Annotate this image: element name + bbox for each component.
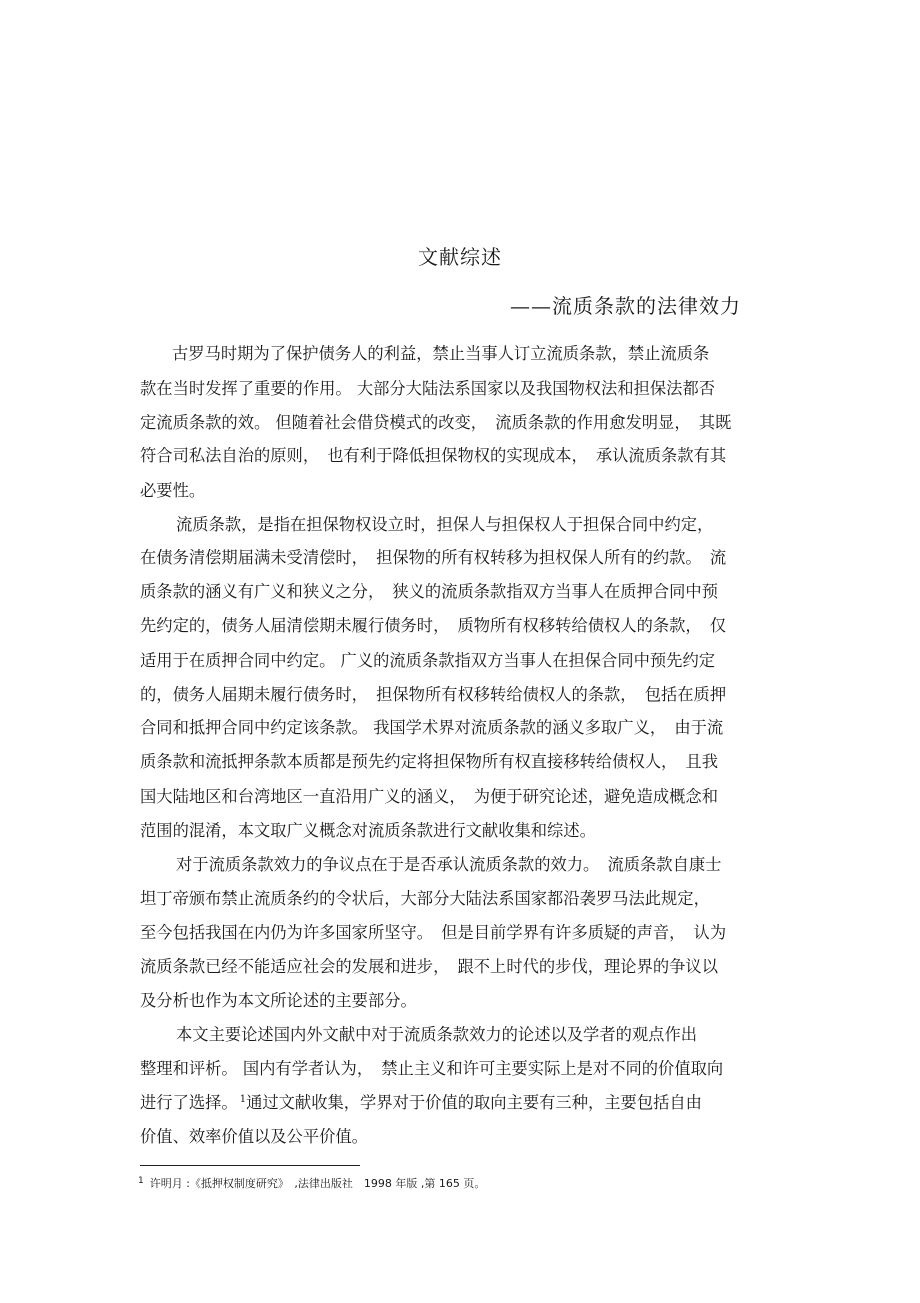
paragraph-line: 本文主要论述国内外文献中对于流质条款效力的论述以及学者的观点作出 xyxy=(176,1025,698,1044)
paragraph-line: 流质条款已经不能适应社会的发展和进步， 跟不上时代的步伐，理论界的争议以 xyxy=(140,957,718,976)
paragraph-line: 定流质条款的效。 但随着社会借贷模式的改变， 流质条款的作用愈发明显， 其既 xyxy=(140,413,732,432)
paragraph-line: 坦丁帝颁布禁止流质条约的令状后，大部分大陆法系国家都沿袭罗马法此规定， xyxy=(140,889,710,908)
footnote-text: 许明月 :《抵押权制度研究》 ,法律出版社 1998 年版 ,第 165 页。 xyxy=(149,1177,486,1190)
paragraph-line: 范围的混淆，本文取广义概念对流质条款进行文献收集和综述。 xyxy=(140,821,596,840)
paragraph-line: 至今包括我国在内仍为许多国家所坚守。 但是目前学界有许多质疑的声音， 认为 xyxy=(140,923,727,942)
paragraph-line: 质条款的涵义有广义和狭义之分， 狭义的流质条款指双方当事人在质押合同中预 xyxy=(140,582,718,601)
paragraph-line: 对于流质条款效力的争议点在于是否承认流质条款的效力。 流质条款自康士 xyxy=(176,855,722,874)
paragraph-line: 质条款和流抵押条款本质都是预先约定将担保物所有权直接移转给债权人， 且我 xyxy=(140,752,718,771)
paragraph-line: 先约定的，债务人届清偿期未履行债务时， 质物所有权移转给债权人的条款， 仅 xyxy=(140,616,727,635)
paragraph-line: 古罗马时期为了保护债务人的利益，禁止当事人订立流质条款，禁止流质条 xyxy=(172,344,710,363)
paragraph-line: 国大陆地区和台湾地区一直沿用广义的涵义， 为便于研究论述，避免造成概念和 xyxy=(140,787,718,806)
paragraph-line: 的，债务人届期未履行债务时， 担保物所有权移转给债权人的条款， 包括在质押 xyxy=(140,685,727,704)
paragraph-line: 必要性。 xyxy=(140,481,206,500)
paragraph-line xyxy=(140,1091,790,1118)
paragraph-line: 款在当时发挥了重要的作用。 大部分大陆法系国家以及我国物权法和担保法都否 xyxy=(140,379,716,398)
footnote xyxy=(138,1175,485,1193)
paragraph-line: 适用于在质押合同中约定。 广义的流质条款指双方当事人在担保合同中预先约定 xyxy=(140,651,716,670)
paragraph-text: 进行了选择。 xyxy=(140,1093,238,1112)
paragraph-line: 符合司私法自治的原则， 也有利于降低担保物权的实现成本， 承认流质条款有其 xyxy=(140,446,727,465)
paragraph-line: 在债务清偿期届满未受清偿时， 担保物的所有权转移为担权保人所有的约款。 流 xyxy=(140,548,727,567)
footnote-reference[interactable]: 1 xyxy=(239,1094,247,1105)
footnote-mark: 1 xyxy=(138,1176,144,1186)
paragraph-line: 流质条款，是指在担保物权设立时，担保人与担保权人于担保合同中约定， xyxy=(176,515,714,534)
document-title: 文献综述 xyxy=(418,245,502,269)
paragraph-line: 合同和抵押合同中约定该条款。 我国学术界对流质条款的涵义多取广义， 由于流 xyxy=(140,718,724,737)
footnote-divider xyxy=(140,1165,360,1166)
paragraph-line: 整理和评析。 国内有学者认为， 禁止主义和许可主要实际上是对不同的价值取向 xyxy=(140,1059,724,1078)
paragraph-line: 及分析也作为本文所论述的主要部分。 xyxy=(140,991,417,1010)
document-subtitle: ——流质条款的法律效力 xyxy=(510,294,741,318)
paragraph-line: 价值、效率价值以及公平价值。 xyxy=(140,1127,368,1146)
paragraph-text: 通过文献收集，学界对于价值的取向主要有三种，主要包括自由 xyxy=(246,1093,702,1112)
